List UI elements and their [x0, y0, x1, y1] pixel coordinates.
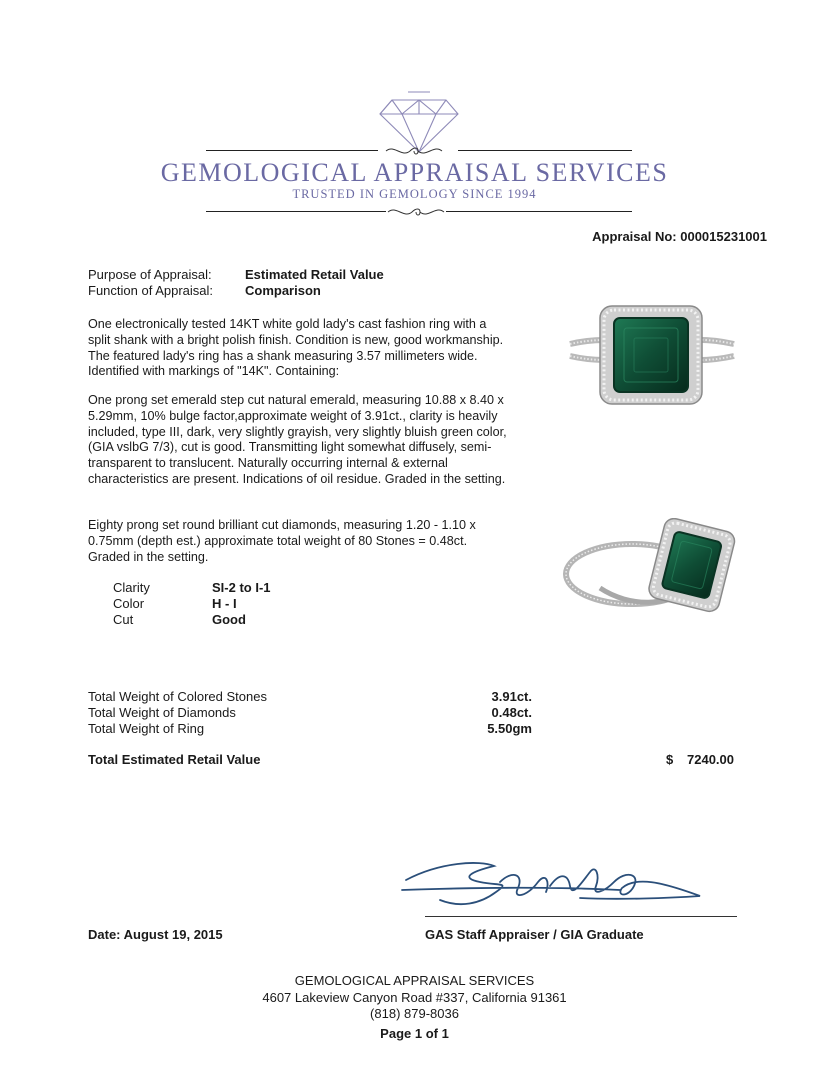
- currency-symbol: $: [666, 752, 674, 767]
- cut-value: Good: [212, 612, 246, 627]
- signature-line: [425, 916, 737, 917]
- clarity-value: SI-2 to I-1: [212, 580, 271, 595]
- appraiser-title: GAS Staff Appraiser / GIA Graduate: [425, 927, 644, 942]
- ring-description: One electronically tested 14KT white gold lady's cast fashion ring with a split shank with a bright polish finish. Condition is new, good workmanship. The featured lady's ring has a shank measuring 3.57 millimeters wide. Identified with markings of "14K". Containing:: [88, 317, 504, 379]
- total-diamonds-value: 0.48ct.: [491, 705, 532, 720]
- cut-label: Cut: [113, 612, 134, 627]
- retail-value-label: Total Estimated Retail Value: [88, 752, 261, 767]
- purpose-label: Purpose of Appraisal:: [88, 267, 212, 282]
- brand-name: GEMOLOGICAL APPRAISAL SERVICES: [160, 158, 669, 187]
- footer-address: 4607 Lakeview Canyon Road #337, California 91361: [262, 990, 567, 1005]
- color-value: H - I: [212, 596, 237, 611]
- tagline: TRUSTED IN GEMOLOGY SINCE 1994: [292, 187, 537, 201]
- total-ring-label: Total Weight of Ring: [88, 721, 205, 736]
- total-diamonds-label: Total Weight of Diamonds: [88, 705, 236, 720]
- emerald-description: One prong set emerald step cut natural emerald, measuring 10.88 x 8.40 x 5.29mm, 10% bulge factor,approximate weight of 3.91ct., clarity is heavily included, type III, dark, very slightly grayish, very slightly bluish green color, (GIA vslbG 7/3), cut is good. Transmitting light somewhat diffusely, semi-transparent to translucent. Naturally occurring internal & external characteristics are present. Indications of oil residue. Graded in the setting.: [88, 393, 507, 486]
- signature-icon: [400, 852, 720, 918]
- total-colored-stones-label: Total Weight of Colored Stones: [88, 689, 267, 704]
- purpose-value: Estimated Retail Value: [245, 267, 384, 282]
- ring-photo-side: [560, 518, 740, 628]
- appraisal-date: Date: August 19, 2015: [88, 927, 223, 942]
- footer-phone: (818) 879-8036: [370, 1006, 459, 1021]
- color-label: Color: [113, 596, 145, 611]
- function-label: Function of Appraisal:: [88, 283, 214, 298]
- function-value: Comparison: [245, 283, 321, 298]
- total-ring-value: 5.50gm: [487, 721, 532, 736]
- appraisal-number: Appraisal No: 000015231001: [592, 229, 767, 244]
- ring-photo-front: [566, 300, 736, 410]
- diamond-description: Eighty prong set round brilliant cut diamonds, measuring 1.20 - 1.10 x 0.75mm (depth est.) approximate total weight of 80 Stones = 0.48ct. Graded in the setting.: [88, 518, 476, 564]
- footer-company: GEMOLOGICAL APPRAISAL SERVICES: [294, 973, 535, 988]
- swirl-ornament-icon: [386, 203, 446, 221]
- total-colored-stones-value: 3.91ct.: [491, 689, 532, 704]
- page-number: Page 1 of 1: [380, 1026, 449, 1041]
- header-rule-right-bottom: [446, 211, 632, 212]
- retail-value-amount: 7240.00: [687, 752, 734, 767]
- clarity-label: Clarity: [113, 580, 150, 595]
- header-rule-left-bottom: [206, 211, 386, 212]
- header-rule-left-top: [206, 150, 378, 151]
- header-rule-right-top: [458, 150, 632, 151]
